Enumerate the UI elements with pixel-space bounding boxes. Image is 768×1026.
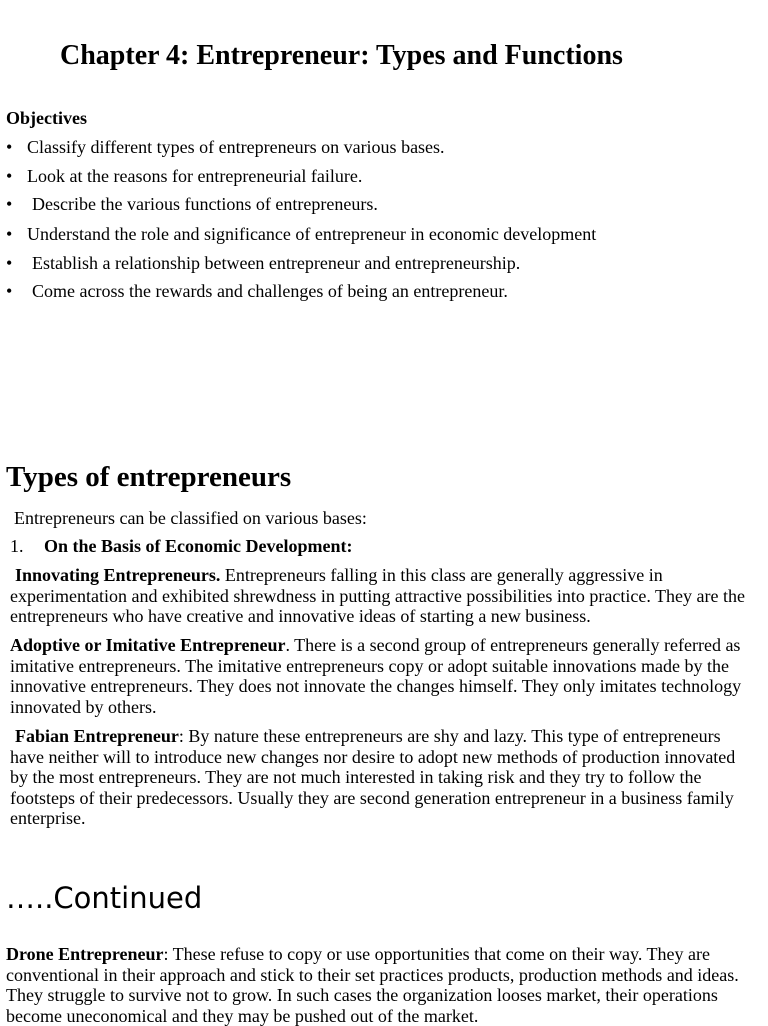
bullet-icon: •: [6, 166, 13, 186]
bullet-icon: •: [6, 137, 13, 157]
chapter-title: Chapter 4: Entrepreneur: Types and Functions: [60, 40, 623, 71]
innovating-term: Innovating Entrepreneurs.: [15, 565, 221, 585]
objectives-heading: Objectives: [6, 108, 87, 128]
objective-text: Describe the various functions of entrepreneurs.: [32, 194, 378, 214]
bullet-icon: •: [6, 281, 13, 301]
objective-item: [6, 224, 596, 245]
fabian-text: : By nature these entrepreneurs are shy and lazy. This type of entrepreneurs have neither will to introduce new changes nor desire to adopt new methods of production innovated by the most entrepreneurs. They are not much interested in taking risk and they try to follow the footsteps of their predecessors. Usually they are second generation entrepreneur in a business family enterprise.: [10, 726, 736, 829]
bullet-icon: •: [6, 253, 13, 273]
basis-number: 1.: [10, 536, 24, 556]
objective-item: [6, 194, 378, 215]
adoptive-paragraph: [10, 635, 755, 717]
basis-label: On the Basis of Economic Development:: [44, 536, 353, 556]
types-intro: Entrepreneurs can be classified on various bases:: [14, 508, 367, 528]
drone-paragraph: [6, 944, 761, 1026]
objective-item: [6, 166, 362, 187]
bullet-icon: •: [6, 224, 13, 244]
innovating-paragraph: [10, 565, 755, 627]
basis-heading: [10, 536, 352, 557]
objective-item: [6, 253, 520, 274]
types-heading: Types of entrepreneurs: [6, 461, 292, 493]
objective-text: Classify different types of entrepreneurs on various bases.: [27, 137, 445, 157]
adoptive-term: Adoptive or Imitative Entrepreneur: [10, 635, 286, 655]
drone-text: : These refuse to copy or use opportunities that come on their way. They are conventional in their approach and stick to their set practices products, production methods and ideas. They struggle to survive not to grow. In such cases the organization looses market, their operations become uneconomical and they may be pushed out of the market.: [6, 944, 739, 1026]
objective-text: Come across the rewards and challenges of being an entrepreneur.: [32, 281, 508, 301]
objective-text: Understand the role and significance of entrepreneur in economic development: [27, 224, 597, 244]
drone-term: Drone Entrepreneur: [6, 944, 164, 964]
objective-item: [6, 281, 508, 302]
bullet-icon: •: [6, 194, 13, 214]
objective-item: [6, 137, 445, 158]
objective-text: Establish a relationship between entrepreneur and entrepreneurship.: [32, 253, 521, 273]
fabian-paragraph: [10, 726, 755, 829]
fabian-term: Fabian Entrepreneur: [15, 726, 179, 746]
adoptive-text: . There is a second group of entrepreneurs generally referred as imitative entrepreneurs. The imitative entrepreneurs copy or adopt suitable innovations made by the innovative entrepreneurs. They does not innovate the changes himself. They only imitates technology innovated by others.: [10, 635, 742, 717]
continued-heading: …..Continued: [6, 881, 203, 915]
objective-text: Look at the reasons for entrepreneurial failure.: [27, 166, 363, 186]
innovating-text: Entrepreneurs falling in this class are generally aggressive in experimentation and exhibited shrewdness in putting attractive possibilities into practice. They are the entrepreneurs who have creative and innovative ideas of starting a new business.: [10, 565, 745, 627]
